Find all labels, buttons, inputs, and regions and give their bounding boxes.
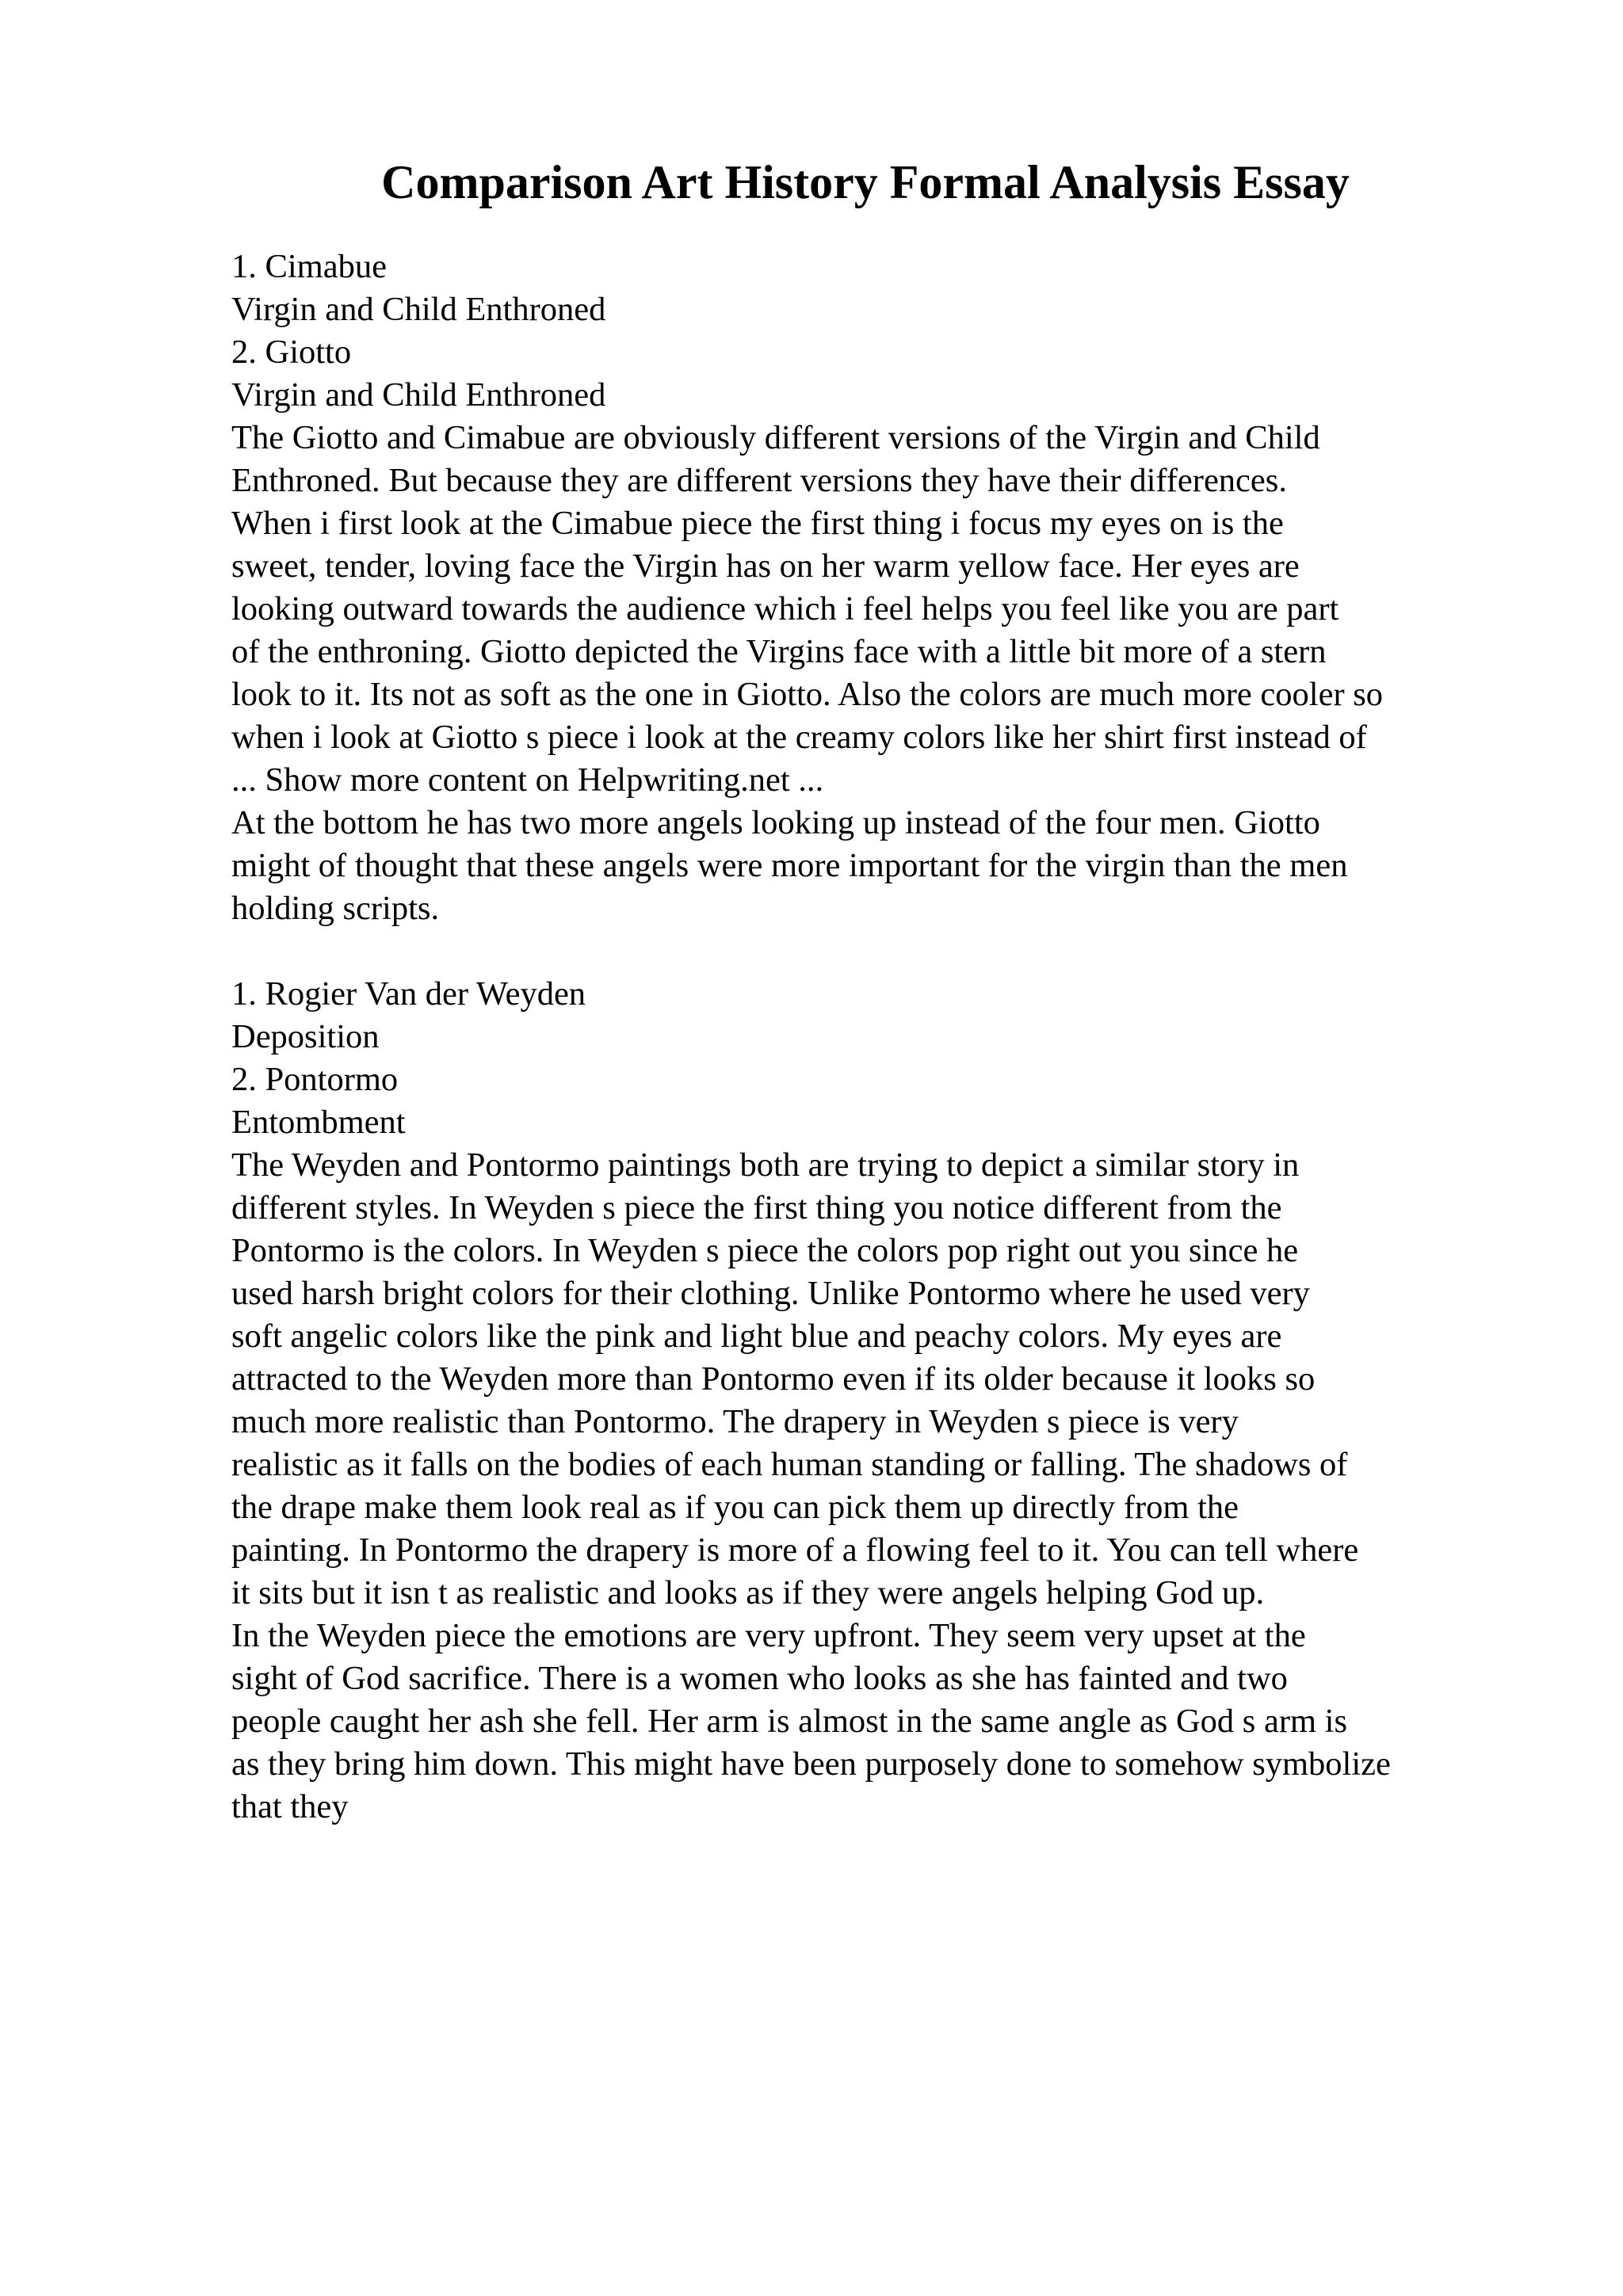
text-line: of the enthroning. Giotto depicted the Virgins face with a little bit more of a stern bbox=[231, 633, 1327, 670]
text-line: In the Weyden piece the emotions are very upfront. They seem very upset at the bbox=[231, 1617, 1306, 1654]
text-line: that they bbox=[231, 1788, 349, 1825]
text-line: look to it. Its not as soft as the one in Giotto. Also the colors are much more cooler so bbox=[231, 676, 1384, 713]
text-line: 2. Pontormo bbox=[231, 1061, 399, 1098]
text-line: soft angelic colors like the pink and light blue and peachy colors. My eyes are bbox=[231, 1318, 1282, 1355]
show-more-link[interactable]: ... Show more content on Helpwriting.net ... bbox=[231, 761, 824, 799]
document-title: Comparison Art History Formal Analysis Essay bbox=[381, 156, 1350, 208]
text-line: Deposition bbox=[231, 1018, 380, 1055]
text-line: sweet, tender, loving face the Virgin has on her warm yellow face. Her eyes are bbox=[231, 547, 1300, 585]
text-line: painting. In Pontormo the drapery is more of a flowing feel to it. You can tell where bbox=[231, 1531, 1359, 1569]
text-line: holding scripts. bbox=[231, 890, 440, 927]
text-line: as they bring him down. This might have been purposely done to somehow symbolize bbox=[231, 1745, 1391, 1783]
text-line: sight of God sacrifice. There is a women who looks as she has fainted and two bbox=[231, 1660, 1288, 1697]
text-line: the drape make them look real as if you can pick them up directly from the bbox=[231, 1489, 1239, 1526]
text-line: Pontormo is the colors. In Weyden s piece the colors pop right out you since he bbox=[231, 1232, 1299, 1269]
text-line: people caught her ash she fell. Her arm is almost in the same angle as God s arm is bbox=[231, 1703, 1347, 1740]
text-line: looking outward towards the audience which i feel helps you feel like you are part bbox=[231, 590, 1339, 627]
text-line: Virgin and Child Enthroned bbox=[231, 376, 606, 414]
text-line: 2. Giotto bbox=[231, 334, 352, 371]
text-line: attracted to the Weyden more than Pontormo even if its older because it looks so bbox=[231, 1360, 1316, 1398]
section-cimabue-giotto bbox=[231, 246, 1594, 930]
text-line: realistic as it falls on the bodies of each human standing or falling. The shadows of bbox=[231, 1446, 1348, 1483]
paragraph-gap bbox=[231, 930, 1594, 973]
text-line: used harsh bright colors for their clothing. Unlike Pontormo where he used very bbox=[231, 1275, 1310, 1312]
text-line: different styles. In Weyden s piece the first thing you notice different from the bbox=[231, 1189, 1282, 1226]
text-line: 1. Cimabue bbox=[231, 248, 387, 285]
text-line: Entombment bbox=[231, 1104, 406, 1141]
text-line: Virgin and Child Enthroned bbox=[231, 291, 606, 328]
text-line: At the bottom he has two more angels looking up instead of the four men. Giotto bbox=[231, 804, 1320, 841]
text-line: 1. Rogier Van der Weyden bbox=[231, 975, 586, 1013]
section-weyden-pontormo bbox=[231, 973, 1594, 1829]
document-body bbox=[231, 246, 1594, 1829]
text-line: The Weyden and Pontormo paintings both are trying to depict a similar story in bbox=[231, 1146, 1300, 1184]
text-line: might of thought that these angels were more important for the virgin than the men bbox=[231, 847, 1348, 884]
text-line: it sits but it isn t as realistic and looks as if they were angels helping God up. bbox=[231, 1574, 1265, 1611]
text-line: when i look at Giotto s piece i look at the creamy colors like her shirt first instead of bbox=[231, 719, 1367, 756]
text-line: The Giotto and Cimabue are obviously different versions of the Virgin and Child bbox=[231, 419, 1320, 456]
text-line: much more realistic than Pontormo. The drapery in Weyden s piece is very bbox=[231, 1403, 1239, 1440]
text-line: Enthroned. But because they are different versions they have their differences. bbox=[231, 462, 1287, 499]
text-line: When i first look at the Cimabue piece the first thing i focus my eyes on is the bbox=[231, 505, 1284, 542]
